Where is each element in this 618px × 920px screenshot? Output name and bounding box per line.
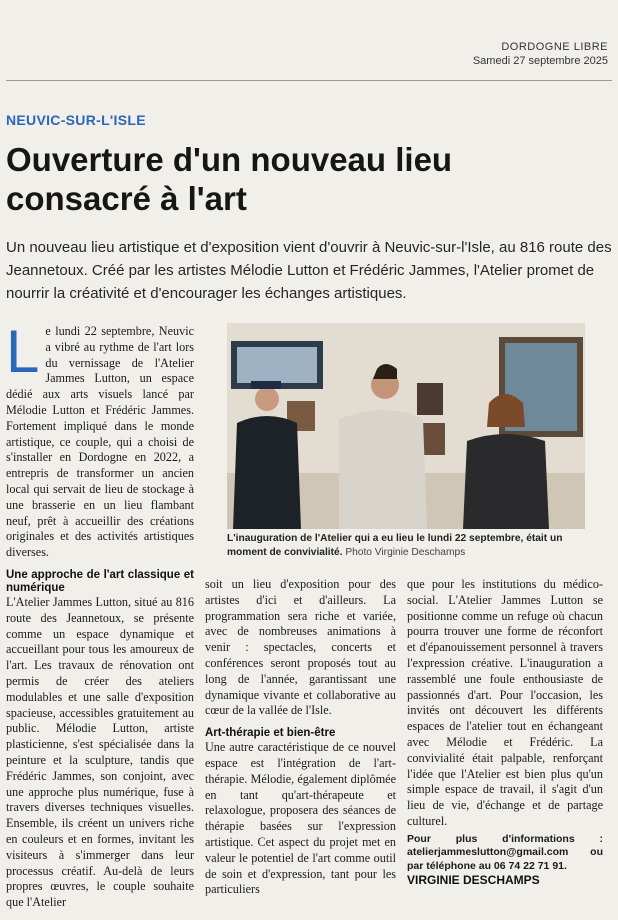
article-column-1 [6,318,194,911]
publication-date: Samedi 27 septembre 2025 [472,55,608,67]
publication-header [473,40,608,68]
photo-caption [227,532,597,560]
publication-name: DORDOGNE LIBRE [501,41,608,53]
subhead-art-therapie: Art-thérapie et bien-être [205,727,336,740]
column-3-body: que pour les institutions du médico-social. L'Atelier Jammes Lutton se positionne comme un refuge où chacun pourra trouver une forme de réconfort et d'épanouissement personnel à travers l'expression créative. L'inauguration a rassemblé une foule enthousiaste de passionnés d'art. Pour l'occasion, les invités ont découvert les différents espaces de l'atelier tout en échangeant avec Mélodie et Frédéric. La convivialité était palpable, renforçant l'idée que l'Atelier est bien plus qu'un simple espace de travail, il s'agit d'un lieu de vie, d'échange et de partage culturel. [407,577,603,828]
photo-credit: Photo Virginie Deschamps [345,547,466,558]
article-title: Ouverture d'un nouveau lieu consacré à l'art [6,141,453,217]
author-signature: VIRGINIE DESCHAMPS [407,873,540,888]
header-divider [6,80,612,81]
drop-cap: L [6,318,40,385]
article-column-3 [407,577,603,889]
column-1-body: L'Atelier Jammes Lutton, situé au 816 route des Jeannetoux, se présente comme un espace dynamique et accueillant pour tous les amoureux de l'art. Les travaux de rénovation ont permis de créer des ateliers modulables et une salle d'exposition spacieuse, accessibles gratuitement au public. Mélodie Lutton, artiste plasticienne, s'est spécialisée dans la peinture et la sculpture, tandis que Frédéric Jammes, son conjoint, avec une approche plus numérique, fuse à travers diverses techniques visuelles. Ensemble, ils créent un univers riche en couleurs et en formes, invitant les visiteurs à s'immerger dans leur processus créatif. Au-delà de leurs propres œuvres, le couple souhaite que l'Atelier [6,594,194,910]
photo-illustration [227,323,585,529]
contact-info: Pour plus d'informations : atelierjammeslutton@gmail.com ou par téléphone au 06 74 22 71 91. [407,832,603,872]
column-2-top: soit un lieu d'exposition pour des artistes d'ici et d'ailleurs. La programmation sera riche et variée, avec de nombreuses animations à venir : spectacles, concerts et conférences seront proposés tout au long de l'année, garantissant une dynamique vivante et collaborative au cœur de la vallée de l'Isle. [205,577,396,718]
article-kicker: NEUVIC-SUR-L'ISLE [6,112,146,128]
caption-text: L'inauguration de l'Atelier qui a eu lieu le lundi 22 septembre, était un moment de convivialité. [227,533,563,558]
article-chapo: Un nouveau lieu artistique et d'exposition vient d'ouvrir à Neuvic-sur-l'Isle, au 816 route des Jeannetoux. Créé par les artistes Mélodie Lutton et Frédéric Jammes, l'Atelier promet de nourrir la créativité et d'encourager les échanges artistiques. [6,239,612,302]
article-photo [227,323,585,529]
article-column-2 [205,577,396,898]
column-2-body: Une autre caractéristique de ce nouvel espace est l'intégration de l'art-thérapie. Mélodie, également diplômée en tant qu'art-thérapeute et relaxologue, proposera des séances de thérapie basées sur l'expression artistique. Cet aspect du projet met en valeur le potentiel de l'art comme outil de soin et d'expression, tant pour les particuliers [205,740,396,897]
lead-paragraph: e lundi 22 septembre, Neuvic a vibré au rythme de l'art lors du vernissage de l'Atelier Jammes Lutton, un espace dédié aux arts visuels lancé par Mélodie Lutton et Frédéric Jammes. Fortement impliqué dans le monde artistique, ce couple, qui a choisi de s'installer en Dordogne en 2022, a entrepris de transformer un ancien local qui servait de lieu de stockage à une brasserie en un lieu flambant neuf, prêt à accueillir des créations originales et des activités artistiques diverses. [6,324,194,560]
subhead-classique-numerique: Une approche de l'art classique et numérique [6,568,194,594]
